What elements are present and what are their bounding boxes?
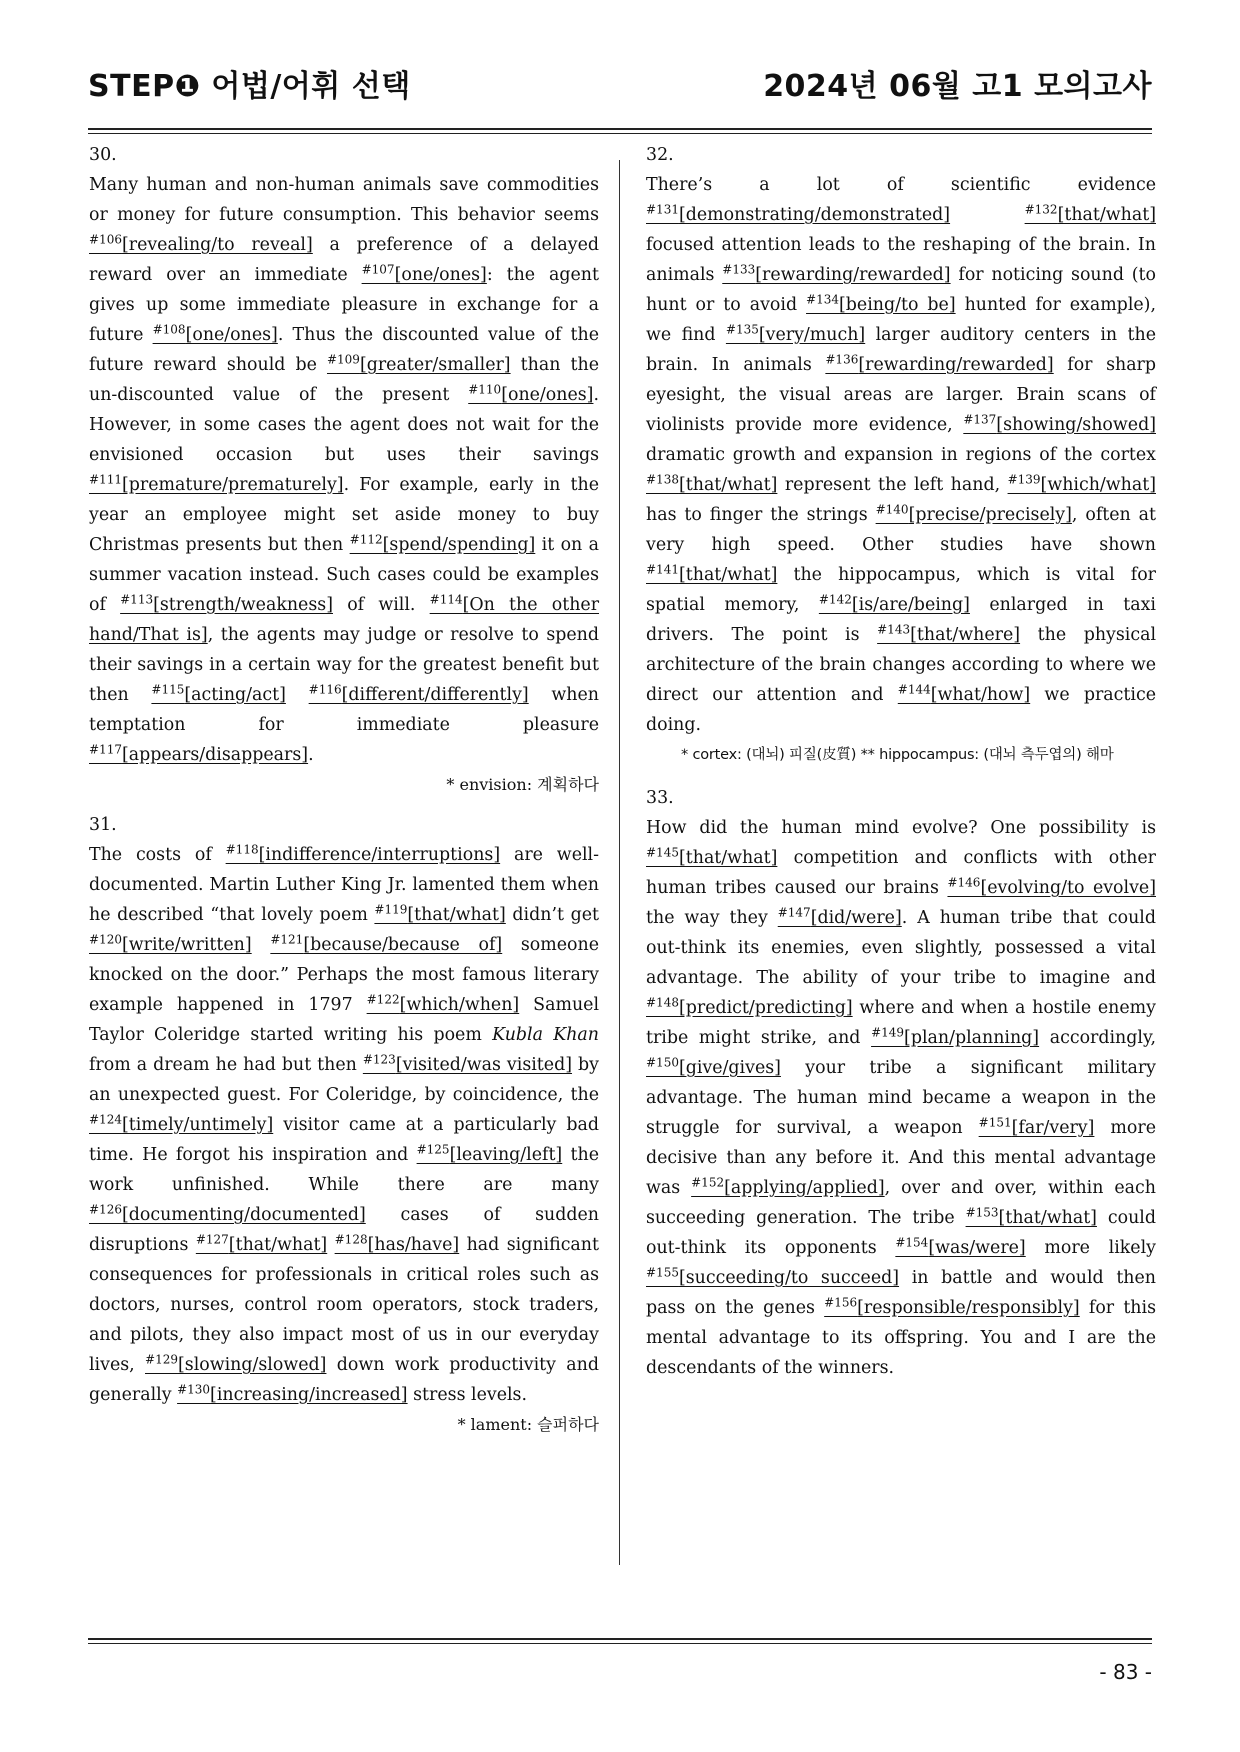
choice-item <box>646 995 853 1018</box>
choice-options: [being/to be] <box>839 295 956 315</box>
choice-number: #138 <box>646 472 679 487</box>
choice-options: [responsible/responsibly] <box>857 1298 1080 1318</box>
choice-item <box>366 992 520 1015</box>
choice-number: #110 <box>468 382 502 397</box>
choice-item <box>326 352 511 375</box>
text-run: are well-documented. Martin Luther King Jr. lamented them when he described “that lovely poem <box>89 845 599 925</box>
choice-item <box>225 842 501 865</box>
text-run: . <box>308 745 314 765</box>
choice-item <box>89 932 252 955</box>
text-run: competition and conflicts with other human tribes caused our brains <box>646 848 1156 898</box>
page-number: - 83 - <box>1099 1660 1152 1684</box>
choice-options: [that/what] <box>1057 205 1156 225</box>
choice-item <box>177 1382 408 1405</box>
choice-options: [has/have] <box>367 1235 460 1255</box>
text-run: the work unfinished. While there are many <box>89 1145 599 1195</box>
text-run: didn’t get <box>505 905 599 925</box>
choice-number: #108 <box>152 322 186 337</box>
choice-options: [far/very] <box>1011 1118 1095 1138</box>
choice-options: [succeeding/to succeed] <box>678 1268 900 1288</box>
choice-number: #116 <box>308 682 342 697</box>
choice-number: #118 <box>225 842 259 857</box>
choice-item <box>646 1265 900 1288</box>
choice-item <box>151 682 286 705</box>
choice-item <box>646 472 778 495</box>
choice-number: #154 <box>895 1235 929 1250</box>
passage-text <box>646 170 1156 740</box>
text-run: dramatic growth and expansion in regions of the cortex <box>646 445 1156 465</box>
choice-number: #129 <box>145 1352 178 1367</box>
choice-item <box>89 1112 274 1135</box>
question-31 <box>89 810 599 1440</box>
choice-item <box>722 262 951 285</box>
text-run: larger auditory centers in the brain. In animals <box>646 325 1156 375</box>
choice-number: #140 <box>875 502 909 517</box>
choice-number: #143 <box>877 622 911 637</box>
text-run: accordingly, <box>1039 1028 1156 1048</box>
choice-item <box>963 412 1156 435</box>
choice-number: #130 <box>177 1382 211 1397</box>
choice-number: #152 <box>691 1175 725 1190</box>
header-rule <box>88 128 1152 134</box>
text-run: the way they <box>646 908 778 928</box>
text-run: There’s a lot of scientific evidence <box>646 175 1156 195</box>
choice-item <box>646 202 951 225</box>
choice-number: #120 <box>89 932 122 947</box>
text-run: than the un-discounted value of the present <box>89 355 599 405</box>
question-number: 33. <box>646 788 674 808</box>
text-run: cases of sudden disruptions <box>89 1205 599 1255</box>
choice-item <box>152 322 278 345</box>
choice-item <box>691 1175 885 1198</box>
choice-options: [rewarding/rewarded] <box>858 355 1054 375</box>
footnote: * lament: 슬퍼하다 <box>457 1415 599 1434</box>
text-run: enlarged in taxi drivers. The point is <box>646 595 1156 645</box>
question-number: 32. <box>646 145 674 165</box>
choice-item <box>89 742 309 765</box>
choice-options: [that/where] <box>910 625 1021 645</box>
choice-number: #137 <box>963 412 997 427</box>
text-run: where and when a hostile enemy tribe might strike, and <box>646 998 1156 1048</box>
choice-number: #136 <box>825 352 859 367</box>
text-run: hunted for example), we find <box>646 295 1156 345</box>
choice-options: [demonstrating/demonstrated] <box>678 205 951 225</box>
passage-text <box>89 170 599 770</box>
question-number: 31. <box>89 815 117 835</box>
choice-item <box>349 532 536 555</box>
choice-options: [give/gives] <box>678 1058 781 1078</box>
text-run: . Thus the discounted value of the future reward should be <box>89 325 599 375</box>
choice-options: [predict/predicting] <box>678 998 853 1018</box>
choice-number: #123 <box>362 1052 396 1067</box>
choice-number: #109 <box>326 352 360 367</box>
choice-number: #106 <box>89 232 122 247</box>
choice-item <box>895 1235 1026 1258</box>
choice-number: #128 <box>334 1232 368 1247</box>
text-run: stress levels. <box>407 1385 528 1405</box>
text-run: your tribe a significant military advantage. The human mind became a weapon in the struggle for survival, a weapon <box>646 1058 1156 1138</box>
choice-options: [acting/act] <box>184 685 286 705</box>
text-run: for this mental advantage to its offspring. You and I are the descendants of the winners. <box>646 1298 1156 1378</box>
choice-options: [which/when] <box>399 995 520 1015</box>
choice-number: #147 <box>777 905 811 920</box>
choice-number: #107 <box>361 262 395 277</box>
choice-item <box>468 382 594 405</box>
choice-options: [very/much] <box>758 325 866 345</box>
footer-rule <box>88 1638 1152 1644</box>
text-run: in battle and would then pass on the genes <box>646 1268 1156 1318</box>
text-run: : the agent gives up some immediate pleasure in exchange for a future <box>89 265 599 345</box>
column-divider <box>619 160 620 1565</box>
question-30 <box>89 140 599 800</box>
page-header <box>88 58 1152 108</box>
choice-options: [revealing/to reveal] <box>121 235 313 255</box>
choice-number: #148 <box>646 995 679 1010</box>
choice-number: #134 <box>806 292 840 307</box>
choice-number: #146 <box>947 875 981 890</box>
choice-options: [indifference/interruptions] <box>258 845 501 865</box>
choice-number: #142 <box>818 592 852 607</box>
choice-item <box>646 562 778 585</box>
choice-item <box>875 502 1072 525</box>
choice-options: [one/ones] <box>394 265 487 285</box>
choice-item <box>897 682 1031 705</box>
text-run: of will. <box>333 595 430 615</box>
choice-options: [evolving/to evolve] <box>980 878 1156 898</box>
choice-options: [strength/weakness] <box>153 595 333 615</box>
text-run: from a dream he had but then <box>89 1055 363 1075</box>
footnote: * envision: 계획하다 <box>446 775 599 794</box>
choice-number: #125 <box>416 1142 450 1157</box>
choice-number: #135 <box>725 322 759 337</box>
choice-options: [one/ones] <box>501 385 594 405</box>
choice-options: [appears/disappears] <box>121 745 309 765</box>
choice-options: [greater/smaller] <box>359 355 511 375</box>
choice-number: #124 <box>89 1112 122 1127</box>
choice-options: [increasing/increased] <box>210 1385 408 1405</box>
text-run <box>327 1235 334 1255</box>
text-run: visitor came at a particularly bad time. He forgot his inspiration and <box>89 1115 599 1165</box>
choice-options: [applying/applied] <box>724 1178 885 1198</box>
choice-item <box>646 1055 781 1078</box>
choice-item <box>806 292 956 315</box>
choice-options: [visited/was visited] <box>395 1055 573 1075</box>
choice-number: #122 <box>366 992 400 1007</box>
choice-options: [leaving/left] <box>449 1145 563 1165</box>
choice-options: [one/ones] <box>185 325 278 345</box>
text-run: How did the human mind evolve? One possibility is <box>646 818 1156 838</box>
choice-options: [write/written] <box>121 935 252 955</box>
choice-number: #113 <box>120 592 154 607</box>
choice-number: #114 <box>429 592 463 607</box>
choice-number: #133 <box>722 262 756 277</box>
choice-number: #121 <box>270 932 304 947</box>
choice-item <box>89 1202 366 1225</box>
choice-options: [is/are/being] <box>851 595 970 615</box>
text-run: . A human tribe that could out-think its enemies, even slightly, possessed a vital advantage. The ability of your tribe to imagine and <box>646 908 1157 988</box>
text-run: someone knocked on the door.” Perhaps the most famous literary example happened in 1797 <box>89 935 600 1015</box>
passage-text <box>646 813 1156 1383</box>
choice-item <box>308 682 529 705</box>
exam-title: 2024년 06월 고1 모의고사 <box>763 69 1152 104</box>
text-run: more decisive than any before it. And this mental advantage was <box>646 1118 1156 1198</box>
choice-item <box>825 352 1054 375</box>
choice-number: #156 <box>824 1295 858 1310</box>
choice-options: [that/what] <box>678 565 778 585</box>
text-run: it on a summer vacation instead. Such cases could be examples of <box>89 535 599 615</box>
text-run <box>252 935 271 955</box>
choice-number: #150 <box>646 1055 679 1070</box>
choice-item <box>416 1142 563 1165</box>
choice-options: [different/differently] <box>341 685 529 705</box>
choice-number: #127 <box>195 1232 229 1247</box>
choice-item <box>361 262 487 285</box>
choice-number: #111 <box>89 472 122 487</box>
choice-number: #115 <box>151 682 185 697</box>
choice-options: [that/what] <box>407 905 506 925</box>
choice-number: #131 <box>646 202 679 217</box>
text-run: . For example, early in the year an employee might set aside money to buy Christmas presents but then <box>89 475 599 555</box>
text-run: down work productivity and generally <box>89 1355 599 1405</box>
choice-options: [was/were] <box>928 1238 1026 1258</box>
work-title: Kubla Khan <box>492 1025 599 1045</box>
choice-item <box>947 875 1156 898</box>
choice-options: [which/what] <box>1040 475 1156 495</box>
choice-item <box>818 592 970 615</box>
choice-number: #144 <box>897 682 931 697</box>
question-32 <box>646 140 1156 770</box>
choice-number: #145 <box>646 845 679 860</box>
choice-item <box>89 232 313 255</box>
choice-item <box>824 1295 1080 1318</box>
choice-options: [premature/prematurely] <box>121 475 344 495</box>
question-number: 30. <box>89 145 117 165</box>
passage-text <box>89 840 599 1410</box>
choice-options: [timely/untimely] <box>121 1115 274 1135</box>
choice-item <box>965 1205 1097 1228</box>
section-title: STEP❶ 어법/어휘 선택 <box>88 69 411 104</box>
choice-item <box>877 622 1021 645</box>
text-run: , the agents may judge or resolve to spend their savings in a certain way for the greatest benefit but then <box>89 625 599 705</box>
text-run: Many human and non-human animals save commodities or money for future consumption. This behavior seems <box>89 175 599 225</box>
choice-item <box>871 1025 1040 1048</box>
choice-number: #132 <box>1024 202 1058 217</box>
choice-number: #141 <box>646 562 679 577</box>
text-run: the hippocampus, which is vital for spatial memory, <box>646 565 1156 615</box>
text-run: The costs of <box>89 845 226 865</box>
choice-item <box>725 322 866 345</box>
choice-item <box>1007 472 1156 495</box>
text-run: focused attention leads to the reshaping of the brain. In animals <box>646 235 1156 285</box>
choice-number: #112 <box>349 532 383 547</box>
text-run: the physical architecture of the brain changes according to where we direct our attention and <box>646 625 1157 705</box>
choice-item <box>978 1115 1095 1138</box>
question-33 <box>646 783 1156 1383</box>
choice-item <box>362 1052 573 1075</box>
text-run <box>950 205 1025 225</box>
text-run: . However, in some cases the agent does not wait for the envisioned occasion but uses their savings <box>89 385 599 465</box>
text-run: for noticing sound (to hunt or to avoid <box>646 265 1156 315</box>
text-run: we practice doing. <box>646 685 1156 735</box>
choice-item <box>1024 202 1156 225</box>
choice-options: [that/what] <box>678 475 778 495</box>
text-run: a preference of a delayed reward over an immediate <box>89 235 599 285</box>
text-run: for sharp eyesight, the visual areas are larger. Brain scans of violinists provide more evidence, <box>646 355 1157 435</box>
text-run: had significant consequences for professionals in critical roles such as doctors, nurses, control room operators, stock traders, and pilots, they also impact most of us in our everyday lives, <box>89 1235 599 1375</box>
choice-number: #151 <box>978 1115 1012 1130</box>
text-run: when temptation for immediate pleasure <box>89 685 600 735</box>
choice-number: #149 <box>871 1025 905 1040</box>
text-run: , over and over, within each succeeding generation. The tribe <box>646 1178 1156 1228</box>
text-run: , often at very high speed. Other studies have shown <box>646 505 1157 555</box>
footnote: * cortex: (대뇌) 피질(皮質) ** hippocampus: (대뇌 측두엽의) 해마 <box>681 747 1114 763</box>
choice-item <box>89 472 344 495</box>
text-run: could out-think its opponents <box>646 1208 1156 1258</box>
choice-item <box>334 1232 460 1255</box>
text-run: has to finger the strings <box>646 505 876 525</box>
choice-options: [On the other hand/That is] <box>89 595 600 645</box>
text-run: by an unexpected guest. For Coleridge, by coincidence, the <box>89 1055 599 1105</box>
choice-number: #139 <box>1007 472 1041 487</box>
choice-options: [that/what] <box>998 1208 1097 1228</box>
choice-number: #119 <box>374 902 408 917</box>
choice-options: [documenting/documented] <box>121 1205 366 1225</box>
choice-options: [that/what] <box>228 1235 328 1255</box>
choice-options: [showing/showed] <box>996 415 1156 435</box>
text-run: more likely <box>1025 1238 1156 1258</box>
choice-item <box>145 1352 327 1375</box>
choice-number: #126 <box>89 1202 122 1217</box>
choice-item <box>195 1232 328 1255</box>
choice-item <box>777 905 902 928</box>
choice-item <box>646 845 778 868</box>
choice-options: [because/because of] <box>303 935 503 955</box>
choice-options: [did/were] <box>810 908 902 928</box>
choice-item <box>120 592 333 615</box>
text-run <box>286 685 309 705</box>
choice-options: [precise/precisely] <box>908 505 1072 525</box>
choice-options: [plan/planning] <box>904 1028 1040 1048</box>
choice-options: [rewarding/rewarded] <box>755 265 951 285</box>
choice-number: #153 <box>965 1205 999 1220</box>
choice-options: [that/what] <box>678 848 778 868</box>
choice-options: [what/how] <box>930 685 1031 705</box>
choice-number: #117 <box>89 742 122 757</box>
text-run: Samuel Taylor Coleridge started writing his poem <box>89 995 600 1045</box>
choice-item <box>270 932 503 955</box>
choice-options: [spend/spending] <box>382 535 536 555</box>
text-run: represent the left hand, <box>777 475 1008 495</box>
choice-options: [slowing/slowed] <box>177 1355 327 1375</box>
choice-item <box>374 902 506 925</box>
choice-number: #155 <box>646 1265 679 1280</box>
